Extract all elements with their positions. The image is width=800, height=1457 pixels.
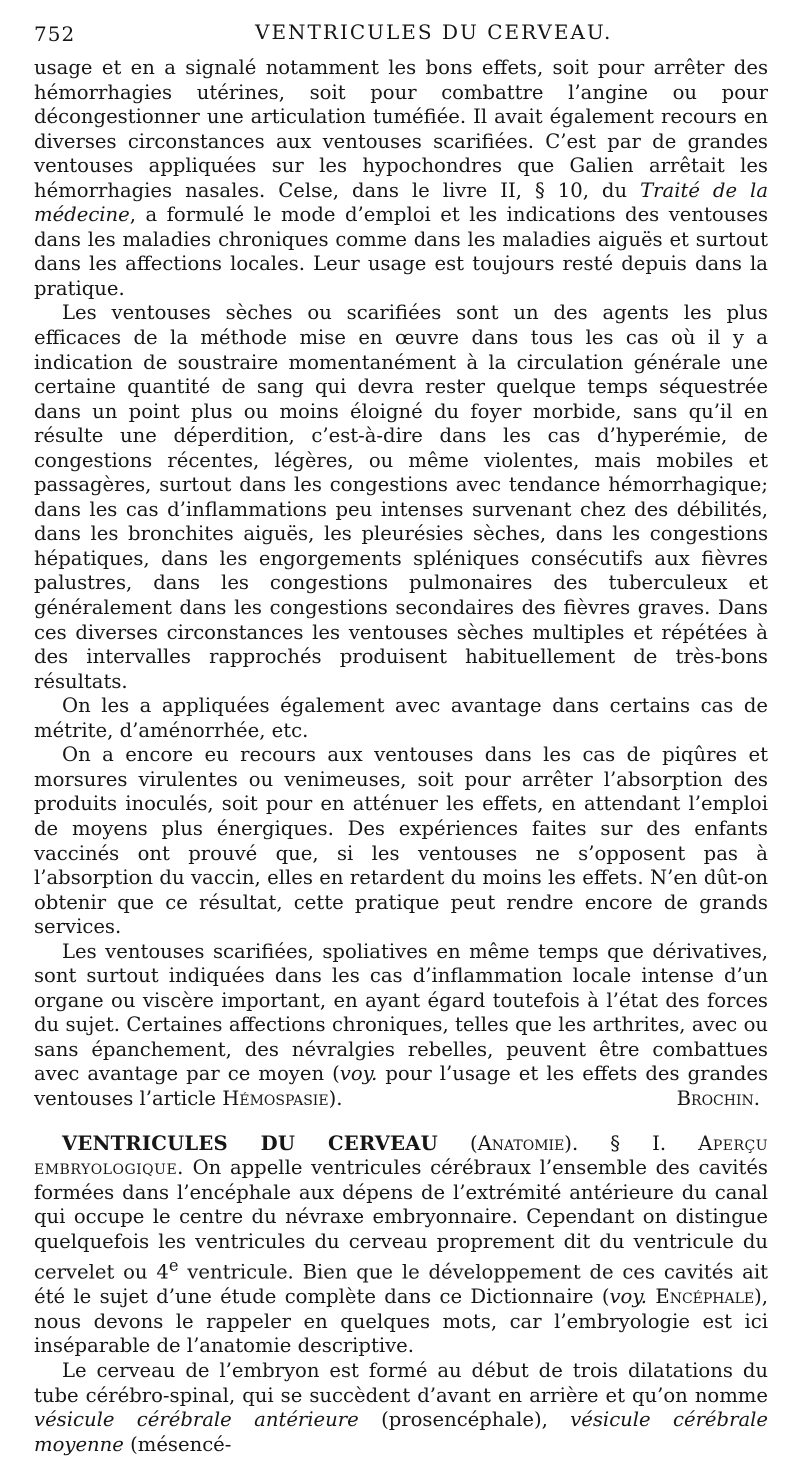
paragraph-metritis: On les a appliquées également avec avantage dans certains cas de métrite, d’aménorrhée, etc. — [34, 694, 768, 742]
author-signature: Brochin. — [676, 1086, 760, 1110]
paragraph-dry-cupping: Les ventouses sèches ou scarifiées sont un des agents les plus efficaces de la méthode mise en œuvre dans tous les cas où il y a indication de soustraire momentanément à la circulation générale une certaine quantité de sang qui devra rester quelque temps séquestrée dans un point plus ou moins éloigné du foyer morbide, sans qu’il en résulte une déperdition, c’est-à-dire dans les cas d’hyperémie, de congestions récentes, légères, ou même violentes, mais mobiles et passagères, surtout dans les congestions avec tendance hémorrhagique; dans les cas d’inflammations peu intenses survenant chez des débilités, dans les bronchites aiguës, les pleurésies sèches, dans les congestions hépatiques, dans les engorgements spléniques consécutifs aux fièvres palustres, dans les congestions pulmonaires des tuberculeux et généralement dans les congestions secondaires des fièvres graves. Dans ces diverses circonstances les ventouses sèches multiples et répétées à des intervalles rapprochés produisent habituellement de très-bons résultats. — [34, 301, 768, 693]
paragraph-bites: On a encore eu recours aux ventouses dans les cas de piqûres et morsures virulentes ou venimeuses, soit pour arrêter l’absorption des produits inoculés, soit pour en atténuer les effets, en attendant l’emploi de moyens plus énergiques. Des expériences faites sur des enfants vaccinés ont prouvé que, si les ventouses ne s’opposent pas à l’absorption du vaccin, elles en retardent du moins les effets. N’en dût-on obtenir que ce résultat, cette pratique peut rendre encore de grands services. — [34, 743, 768, 939]
running-title: VENTRICULES DU CERVEAU. — [255, 20, 613, 44]
body-text — [34, 56, 768, 1457]
paragraph-embryo-brain: Le cerveau de l’embryon est formé au début de trois dilatations du tube cérébro-spinal, qui se succèdent d’avant en arrière et qu’on nomme vésicule cérébrale antérieure (prosencéphale), vésicule cérébrale moyenne (mésencé- — [34, 1358, 768, 1456]
article-opening: VENTRICULES DU CERVEAU (Anatomie). § I. Aperçu embryologique. On appelle ventricules cérébraux l’ensemble des cavités formées dans l’encéphale aux dépens de l’extrémité antérieure du canal qui occupe le centre du névraxe embryonnaire. Cependant on distingue quelquefois les ventricules du cerveau proprement dit du ventricule du cervelet ou 4e ventricule. Bien que le développement de ces cavités ait été le sujet d’une étude complète dans ce Dictionnaire (voy. Encéphale), nous devons le rappeler en quelques mots, car l’embryologie est ici inséparable de l’anatomie descriptive. — [34, 1131, 769, 1358]
article-subject: (Anatomie). — [437, 1131, 579, 1155]
section-title: Aperçu embryologique. — [34, 1131, 769, 1180]
paragraph-continued: usage et en a signalé notamment les bons effets, soit pour arrêter des hémorrhagies utérines, soit pour combattre l’angine ou pour décongestionner une articulation tuméfiée. Il avait également recours en diverses circonstances aux ventouses scarifiées. C’est par de grandes ventouses appliquées sur les hypochondres que Galien arrêtait les hémorrhagies nasales. Celse, dans le livre II, § 10, du Traité de la médecine, a formulé le mode d’emploi et les indications des ventouses dans les maladies chroniques comme dans les maladies aiguës et surtout dans les affections locales. Leur usage est toujours resté depuis dans la pratique. — [34, 56, 768, 300]
document-page — [34, 16, 768, 1457]
article-headword: VENTRICULES DU CERVEAU — [62, 1131, 438, 1155]
book-title: Traité de la médecine — [34, 178, 768, 227]
section-mark: § I. — [610, 1131, 667, 1155]
cross-reference-encephale: Encéphale — [655, 1285, 755, 1309]
cross-reference: Hémospasie — [222, 1086, 329, 1110]
paragraph-scarified-cups: Les ventouses scarifiées, spoliatives en même temps que dérivatives, sont surtout indiquées dans les cas d’inflammation locale intense d’un organe ou viscère important, en ayant égard toutefois à l’état des forces du sujet. Certaines affections chroniques, telles que les arthrites, avec ou sans épanchement, des névralgies rebelles, peuvent être combattues avec avantage par ce moyen (voy. pour l’usage et les effets des grandes ventouses l’article Hémospasie). Brochin. — [34, 939, 769, 1110]
page-number: 752 — [34, 22, 76, 46]
running-header — [34, 16, 768, 48]
